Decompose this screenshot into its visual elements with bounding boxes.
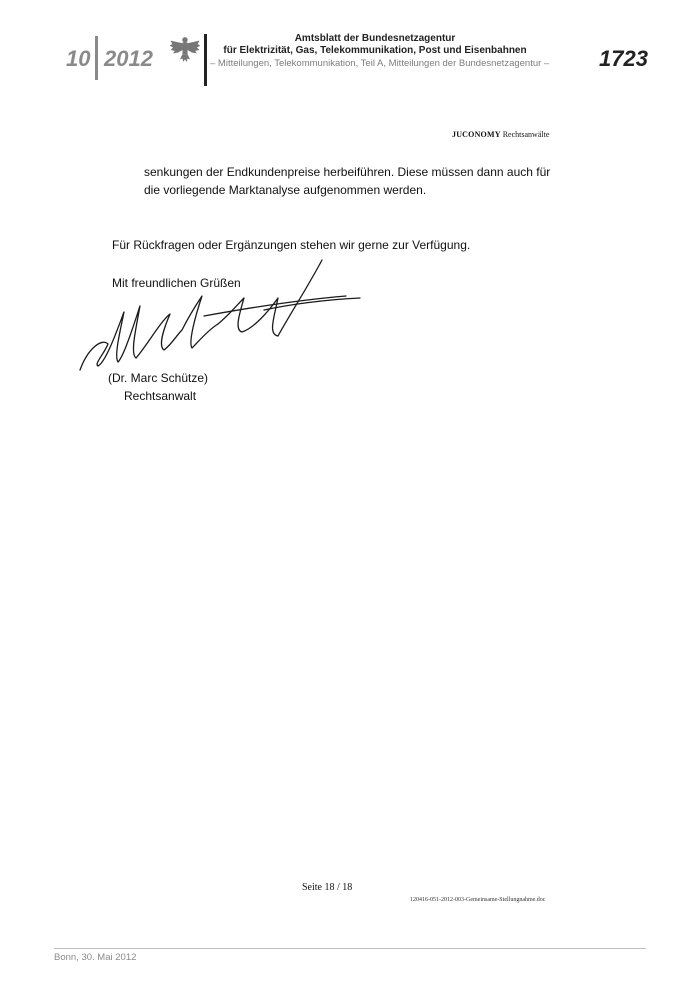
paragraph-line: die vorliegende Marktanalyse aufgenommen werden. [144, 183, 427, 197]
publication-subtitle: – Mitteilungen, Telekommunikation, Teil A, Mitteilungen der Bundesnetzagentur – [210, 58, 550, 69]
publication-date: Bonn, 30. Mai 2012 [54, 952, 137, 963]
federal-eagle-icon [168, 33, 202, 67]
greeting: Mit freundlichen Grüßen [112, 276, 241, 290]
page-number: 1723 [599, 46, 648, 71]
issue-year: 2012 [104, 46, 153, 71]
publication-title: Amtsblatt der Bundesnetzagentur [294, 33, 456, 44]
page-indicator: Seite 18 / 18 [302, 882, 353, 893]
bottom-divider [54, 948, 646, 949]
paragraph-line: senkungen der Endkundenpreise herbeiführen. Diese müssen dann auch für [144, 165, 551, 179]
issue-number: 10 [66, 46, 91, 71]
header-divider [95, 36, 98, 80]
handwritten-signature [78, 258, 368, 378]
header-divider-right [204, 34, 207, 86]
publication-title-sub: für Elektrizität, Gas, Telekommunikation, Post und Eisenbahnen [223, 45, 527, 56]
closing-line: Für Rückfragen oder Ergänzungen stehen wir gerne zur Verfügung. [112, 238, 471, 252]
signer-title: Rechtsanwalt [124, 389, 197, 403]
signer-name: (Dr. Marc Schütze) [108, 371, 209, 385]
firm-suffix: Rechtsanwälte [502, 130, 550, 139]
firm-letterhead [452, 130, 549, 139]
file-name: 120416-051-2012-003-Gemeinsame-Stellungnahme.doc [410, 897, 546, 903]
firm-name: JUCONOMY [452, 130, 501, 139]
